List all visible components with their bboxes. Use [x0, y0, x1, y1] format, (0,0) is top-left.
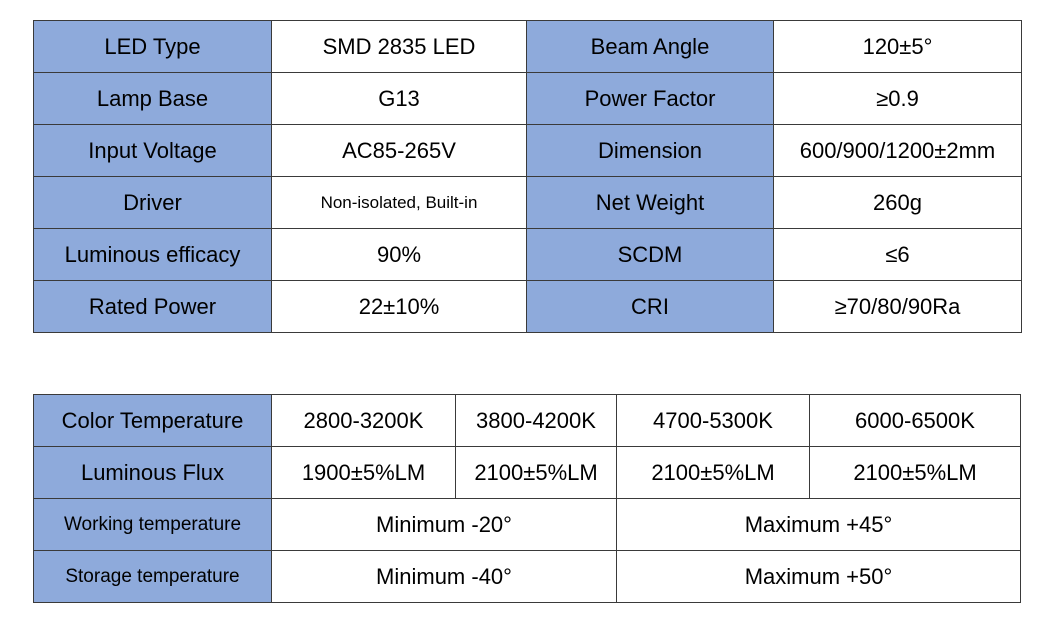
storage-temperature-min: Minimum -40°	[272, 551, 617, 603]
spec-value: 600/900/1200±2mm	[774, 125, 1022, 177]
spec-label: Input Voltage	[34, 125, 272, 177]
spec-value: SMD 2835 LED	[272, 21, 527, 73]
table-row	[34, 447, 1021, 499]
spec-label: CRI	[527, 281, 774, 333]
table-row	[34, 281, 1022, 333]
spec-value: AC85-265V	[272, 125, 527, 177]
color-temperature-value: 4700-5300K	[617, 395, 810, 447]
temperature-table	[33, 394, 1021, 603]
luminous-flux-label: Luminous Flux	[34, 447, 272, 499]
spec-label: SCDM	[527, 229, 774, 281]
spec-label: Rated Power	[34, 281, 272, 333]
spec-value: ≥0.9	[774, 73, 1022, 125]
table-row	[34, 551, 1021, 603]
spec-label: Luminous efficacy	[34, 229, 272, 281]
color-temperature-value: 3800-4200K	[456, 395, 617, 447]
spec-value: Non-isolated, Built-in	[272, 177, 527, 229]
luminous-flux-value: 2100±5%LM	[617, 447, 810, 499]
spec-label: Driver	[34, 177, 272, 229]
spec-label: LED Type	[34, 21, 272, 73]
storage-temperature-max: Maximum +50°	[617, 551, 1021, 603]
color-temperature-value: 6000-6500K	[810, 395, 1021, 447]
luminous-flux-value: 1900±5%LM	[272, 447, 456, 499]
spec-label: Dimension	[527, 125, 774, 177]
spec-label: Beam Angle	[527, 21, 774, 73]
working-temperature-label: Working temperature	[34, 499, 272, 551]
spec-value: 120±5°	[774, 21, 1022, 73]
table-row	[34, 73, 1022, 125]
table-row	[34, 21, 1022, 73]
spec-label: Power Factor	[527, 73, 774, 125]
table-row	[34, 125, 1022, 177]
working-temperature-min: Minimum -20°	[272, 499, 617, 551]
spec-value: 90%	[272, 229, 527, 281]
spec-value: 260g	[774, 177, 1022, 229]
spec-label: Lamp Base	[34, 73, 272, 125]
spec-table	[33, 20, 1022, 333]
working-temperature-max: Maximum +45°	[617, 499, 1021, 551]
spec-value: ≥70/80/90Ra	[774, 281, 1022, 333]
luminous-flux-value: 2100±5%LM	[810, 447, 1021, 499]
spec-value: G13	[272, 73, 527, 125]
table-row	[34, 177, 1022, 229]
spec-value: ≤6	[774, 229, 1022, 281]
table-row	[34, 499, 1021, 551]
luminous-flux-value: 2100±5%LM	[456, 447, 617, 499]
spec-value: 22±10%	[272, 281, 527, 333]
color-temperature-label: Color Temperature	[34, 395, 272, 447]
table-row	[34, 395, 1021, 447]
spec-label: Net Weight	[527, 177, 774, 229]
table-row	[34, 229, 1022, 281]
storage-temperature-label: Storage temperature	[34, 551, 272, 603]
color-temperature-value: 2800-3200K	[272, 395, 456, 447]
